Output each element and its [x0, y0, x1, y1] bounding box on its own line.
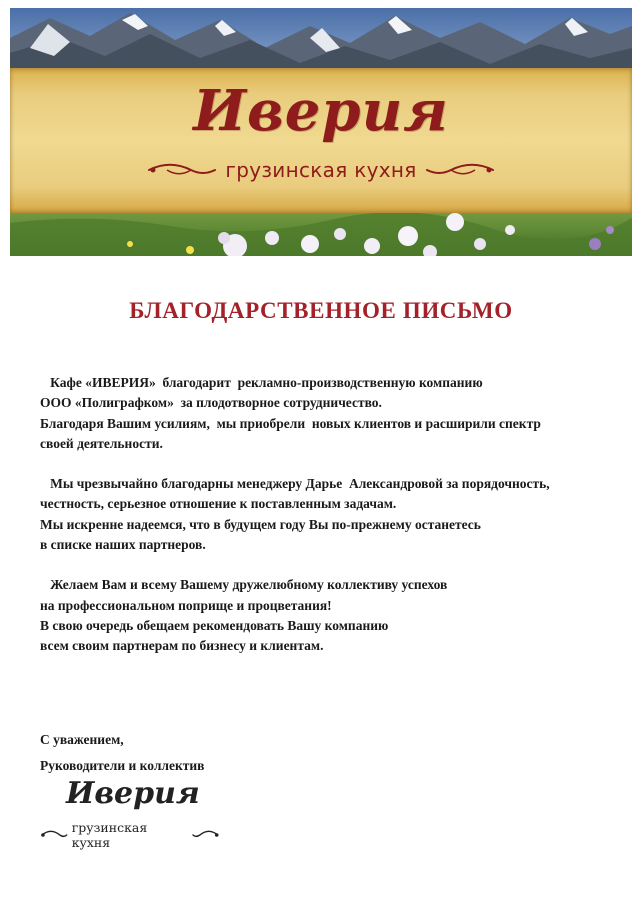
paragraph-1	[40, 373, 620, 454]
flourish-left-icon	[147, 161, 217, 179]
text-line: честность, серьезное отношение к поставленным задачам.	[40, 496, 397, 512]
brand-subtitle-row	[10, 158, 632, 182]
flourish-left-icon	[40, 829, 68, 841]
signature-logo-text: Иверия	[66, 776, 200, 811]
text-line: на профессиональном поприще и процветания!	[40, 597, 332, 613]
closing-greeting: С уважением,	[40, 732, 124, 747]
brand-subtitle: грузинская кухня	[225, 158, 417, 182]
text-line: Желаем Вам и всему Вашему дружелюбному коллективу успехов	[40, 577, 448, 593]
text-line: в списке наших партнеров.	[40, 537, 206, 553]
text-line: Мы чрезвычайно благодарны менеджеру Дарье Александровой за порядочность,	[40, 476, 550, 492]
text-line: В свою очередь обещаем рекомендовать Вашу компанию	[40, 617, 389, 633]
text-line: своей деятельности.	[40, 435, 163, 451]
text-line: Мы искренне надеемся, что в будущем году Вы по-прежнему останетесь	[40, 516, 481, 532]
text-line: Благодаря Вашим усилиям, мы приобрели новых клиентов и расширили спектр	[40, 415, 541, 431]
signature-logo	[40, 776, 220, 850]
brand-logo: Иверия	[193, 78, 449, 144]
signature-subtitle-row	[40, 820, 220, 850]
closing-block	[40, 730, 204, 782]
paragraph-3	[40, 575, 620, 656]
paragraph-2	[40, 474, 620, 555]
flourish-right-icon	[425, 161, 495, 179]
flourish-right-icon	[192, 829, 220, 841]
header-banner	[10, 8, 632, 256]
letter-body	[40, 373, 620, 677]
text-line: ООО «Полиграфком» за плодотворное сотрудничество.	[40, 395, 382, 411]
parchment-panel	[10, 68, 632, 213]
letter-title: БЛАГОДАРСТВЕННОЕ ПИСЬМО	[129, 298, 513, 323]
closing-signatories: Руководители и коллектив	[40, 758, 205, 773]
signature-subtitle: грузинская кухня	[71, 820, 148, 850]
text-line: Кафе «ИВЕРИЯ» благодарит рекламно-производственную компанию	[40, 375, 483, 390]
text-line: всем своим партнерам по бизнесу и клиентам.	[40, 638, 324, 654]
